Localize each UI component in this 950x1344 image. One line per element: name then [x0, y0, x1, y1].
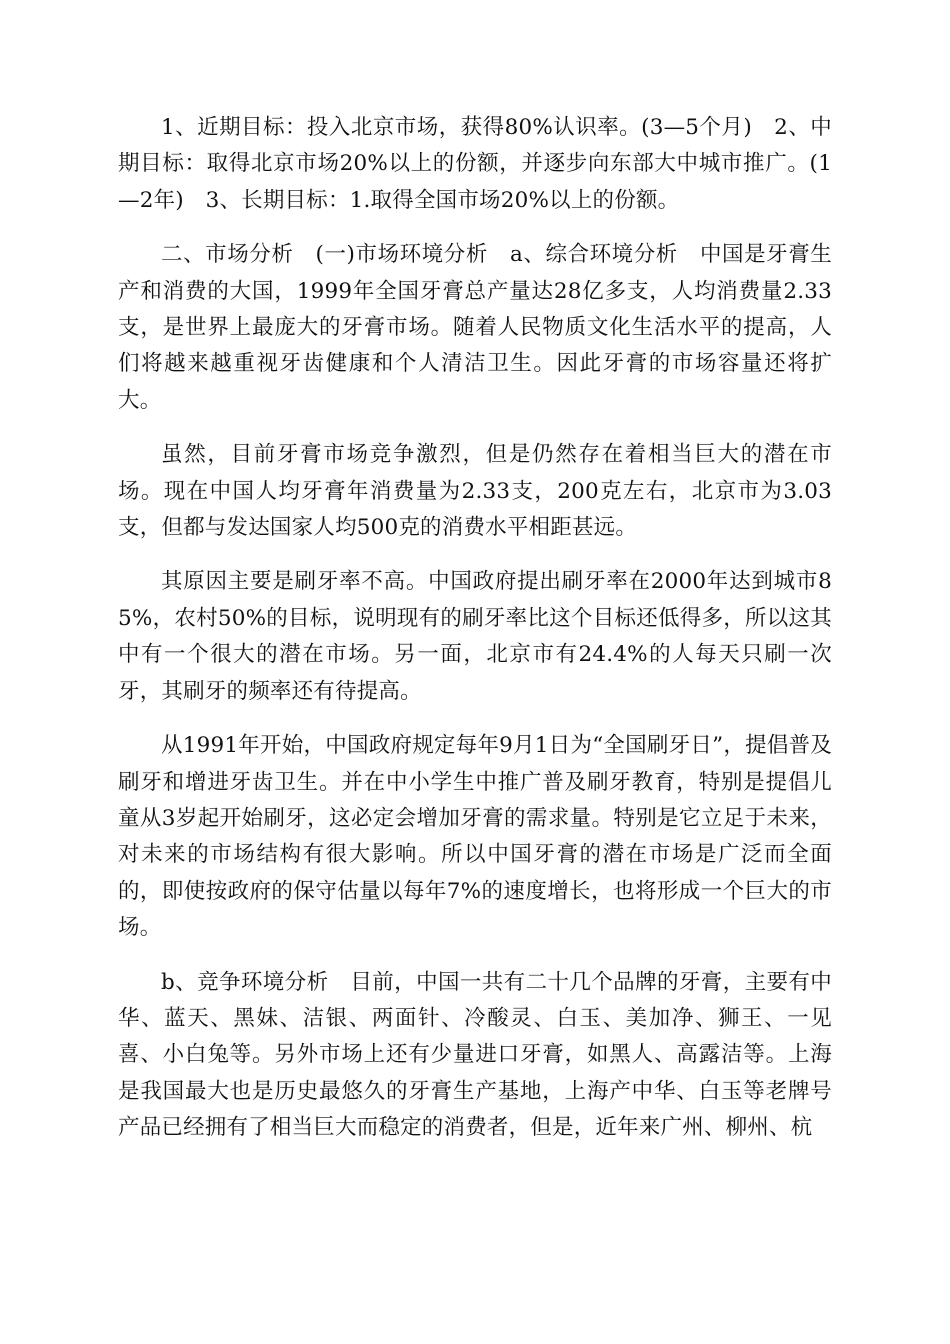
paragraph-targets: 1、近期目标：投入北京市场，获得80%认识率。(3—5个月) 2、中期目标：取得北京市场20%以上的份额，并逐步向东部大中城市推广。(1—2年) 3、长期目标：1.取得全国市场20%以上的份额。	[118, 115, 832, 213]
paragraph-brushing-rate: 其原因主要是刷牙率不高。中国政府提出刷牙率在2000年达到城市85%，农村50%的目标，说明现有的刷牙率比这个目标还低得多，所以这其中有一个很大的潜在市场。另一面，北京市有24.4%的人每天只刷一次牙，其刷牙的频率还有待提高。	[118, 569, 832, 704]
paragraph-national-brushing-day: 从1991年开始，中国政府规定每年9月1日为“全国刷牙日”，提倡普及刷牙和增进牙齿卫生。并在中小学生中推广普及刷牙教育，特别是提倡儿童从3岁起开始刷牙，这必定会增加牙膏的需求量。特别是它立足于未来，对未来的市场结构有很大影响。所以中国牙膏的潜在市场是广泛而全面的，即使按政府的保守估量以每年7%的速度增长，也将形成一个巨大的市场。	[118, 733, 832, 941]
paragraph-potential-market: 虽然，目前牙膏市场竞争激烈，但是仍然存在着相当巨大的潜在市场。现在中国人均牙膏年消费量为2.33支，200克左右，北京市为3.03支，但都与发达国家人均500克的消费水平相距甚远。	[118, 442, 832, 541]
paragraph-market-analysis: 二、市场分析 (一)市场环境分析 a、综合环境分析 中国是牙膏生产和消费的大国，1999年全国牙膏总产量达28亿多支，人均消费量2.33支，是世界上最庞大的牙膏市场。随着人民物质文化生活水平的提高，人们将越来越重视牙齿健康和个人清洁卫生。因此牙膏的市场容量还将扩大。	[118, 242, 832, 413]
paragraph-competition-analysis: b、竞争环境分析 目前，中国一共有二十几个品牌的牙膏，主要有中华、蓝天、黑妹、洁银、两面针、冷酸灵、白玉、美加净、狮王、一见喜、小白兔等。另外市场上还有少量进口牙膏，如黑人、高露洁等。上海是我国最大也是历史最悠久的牙膏生产基地，上海产中华、白玉等老牌号产品已经拥有了相当巨大而稳定的消费者，但是，近年来广州、柳州、杭	[118, 969, 832, 1141]
document-page	[118, 110, 832, 1165]
